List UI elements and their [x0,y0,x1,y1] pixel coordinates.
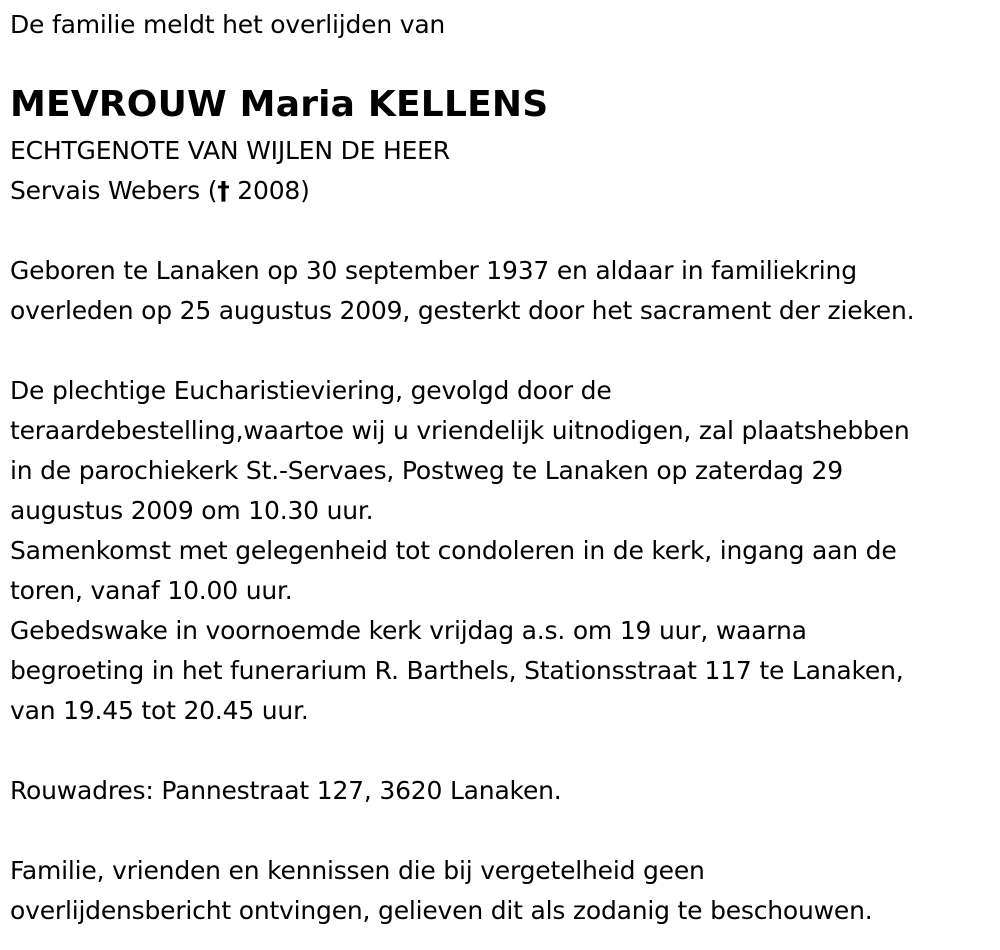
mourning-address: Rouwadres: Pannestraat 127, 3620 Lanaken. [10,776,562,805]
paragraph-line: in de parochiekerk St.-Servaes, Postweg te Lanaken op zaterdag 29 [10,456,843,485]
death-notice [10,0,995,931]
paragraph-line: augustus 2009 om 10.30 uur. [10,496,374,525]
relation-text: ECHTGENOTE VAN WIJLEN DE HEER [10,136,450,165]
paragraph-line: begroeting in het funerarium R. Barthels, Stationsstraat 117 te Lanaken, [10,656,904,685]
spouse-year: 2008) [229,176,310,205]
cross-icon: † [217,176,230,205]
paragraph-line: van 19.45 tot 20.45 uur. [10,696,309,725]
address-paragraph [10,771,995,811]
paragraph-line: overleden op 25 augustus 2009, gesterkt door het sacrament der zieken. [10,296,915,325]
paragraph-line: Samenkomst met gelegenheid tot condoleren in de kerk, ingang aan de [10,536,897,565]
paragraph-line: Gebedswake in voornoemde kerk vrijdag a.s. om 19 uur, waarna [10,616,807,645]
paragraph-line: overlijdensbericht ontvingen, gelieven dit als zodanig te beschouwen. [10,896,873,925]
birth-death-paragraph [10,251,995,331]
deceased-name: MEVROUW Maria KELLENS [10,84,549,125]
paragraph-line: Geboren te Lanaken op 30 september 1937 en aldaar in familiekring [10,256,857,285]
paragraph-line: toren, vanaf 10.00 uur. [10,576,293,605]
paragraph-line: teraardebestelling,waartoe wij u vriendelijk uitnodigen, zal plaatshebben [10,416,910,445]
paragraph-line: De plechtige Eucharistieviering, gevolgd door de [10,376,612,405]
spouse-name: Servais Webers ( [10,176,218,205]
intro-text: De familie meldt het overlijden van [10,10,446,39]
spouse-line [10,171,995,211]
paragraph-line: Familie, vrienden en kennissen die bij vergetelheid geen [10,856,705,885]
ceremony-paragraph [10,371,995,731]
closing-paragraph [10,851,995,931]
